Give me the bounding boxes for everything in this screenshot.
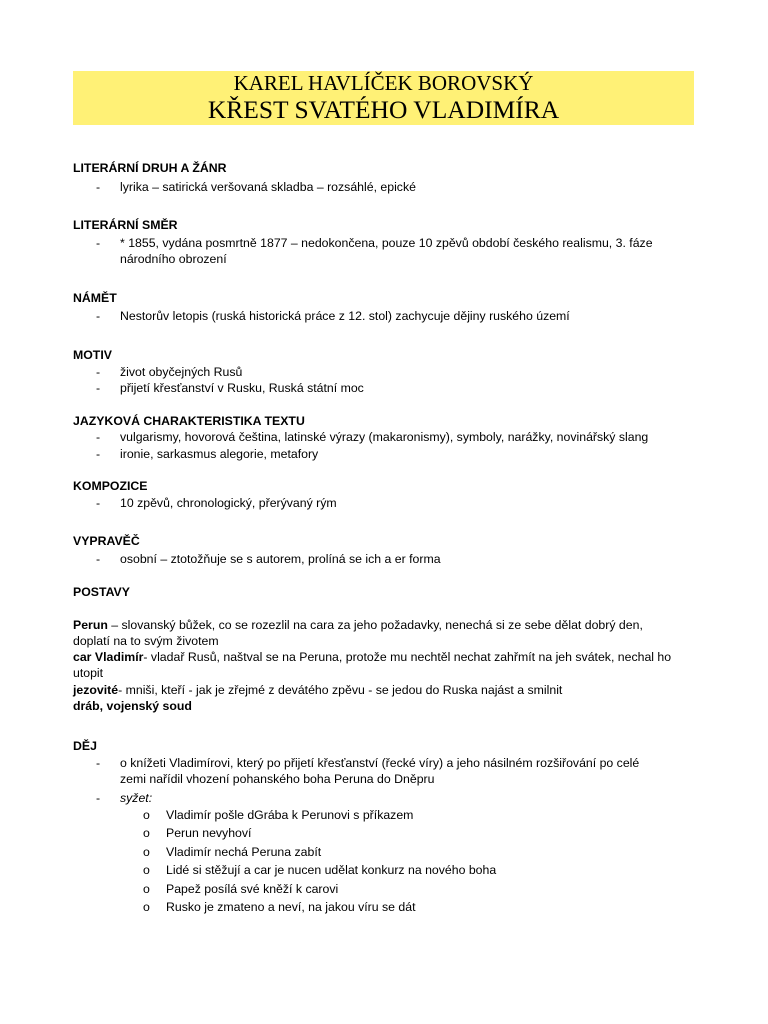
bullet-dash: - [96, 365, 101, 379]
bullet-dash: - [96, 496, 101, 510]
bullet-dash: - [96, 756, 101, 770]
list-item: Nestorův letopis (ruská historická práce z 12. stol) zachycuje dějiny ruského území [120, 309, 570, 323]
heading-motiv: MOTIV [73, 348, 112, 362]
character-perun [73, 617, 643, 633]
list-item-continuation: národního obrození [120, 252, 227, 266]
list-item: život obyčejných Rusů [120, 365, 243, 379]
character-name: jezovité [73, 683, 119, 697]
list-item-continuation: zemi nařídil vhození pohanského boha Peruna do Dněpru [120, 772, 435, 786]
heading-jazyk: JAZYKOVÁ CHARAKTERISTIKA TEXTU [73, 414, 305, 428]
sub-list-item: Vladimír nechá Peruna zabít [166, 845, 322, 859]
title-box [73, 71, 694, 125]
character-jezovite [73, 682, 562, 698]
character-desc-continuation: doplatí na to svým životem [73, 634, 219, 648]
heading-namet: NÁMĚT [73, 291, 117, 305]
sub-list-item: Lidé si stěžují a car je nucen udělat konkurz na nového boha [166, 863, 497, 877]
character-name: car Vladimír [73, 650, 144, 664]
bullet-dash: - [96, 309, 101, 323]
character-name: Perun [73, 618, 108, 632]
heading-vypravec: VYPRAVĚČ [73, 534, 140, 548]
character-desc: – slovanský bůžek, co se rozezlil na cara za jeho požadavky, nenechá si ze sebe dělat dobrý den, [107, 618, 643, 632]
character-car [73, 649, 671, 665]
character-desc: - vladař Rusů, naštval se na Peruna, protože mu nechtěl nechat zahřmít na jeh svátek, nechal ho [143, 650, 672, 664]
list-item: 10 zpěvů, chronologický, přerývaný rým [120, 496, 337, 510]
sub-list-item: Perun nevyhoví [166, 826, 252, 840]
heading-druh: LITERÁRNÍ DRUH A ŽÁNR [73, 161, 227, 175]
list-item: ironie, sarkasmus alegorie, metafory [120, 447, 319, 461]
bullet-dash: - [96, 447, 101, 461]
author-title: KAREL HAVLÍČEK BOROVSKÝ [233, 71, 534, 95]
bullet-dash: - [96, 381, 101, 395]
list-item: o knížeti Vladimírovi, který po přijetí křesťanství (řecké víry) a jeho násilném rozšiřování po celé [120, 756, 640, 770]
bullet-circle: o [143, 882, 150, 896]
list-item: přijetí křesťanství v Rusku, Ruská státní moc [120, 381, 364, 395]
bullet-dash: - [96, 180, 101, 194]
heading-postavy: POSTAVY [73, 585, 130, 599]
heading-dej: DĚJ [73, 739, 97, 753]
character-desc-continuation: utopit [73, 666, 104, 680]
character-drab: dráb, vojenský soud [73, 699, 192, 713]
work-title: KŘEST SVATÉHO VLADIMÍRA [207, 95, 560, 124]
bullet-circle: o [143, 826, 150, 840]
bullet-dash: - [96, 552, 101, 566]
list-item-syzet [120, 790, 152, 806]
heading-kompozice: KOMPOZICE [73, 479, 148, 493]
list-item: osobní – ztotožňuje se s autorem, prolíná se ich a er forma [120, 552, 441, 566]
heading-smer: LITERÁRNÍ SMĚR [73, 218, 178, 232]
bullet-circle: o [143, 845, 150, 859]
list-item: vulgarismy, hovorová čeština, latinské výrazy (makaronismy), symboly, narážky, novinářský slang [120, 430, 649, 444]
bullet-dash: - [96, 430, 101, 444]
bullet-dash: - [96, 791, 101, 805]
list-item: lyrika – satirická veršovaná skladba – rozsáhlé, epické [120, 180, 416, 194]
syzet-label: syžet: [120, 791, 153, 805]
list-item: * 1855, vydána posmrtně 1877 – nedokončena, pouze 10 zpěvů období českého realismu, 3. fáze [120, 236, 653, 250]
bullet-dash: - [96, 236, 101, 250]
sub-list-item: Vladimír pošle dGrába k Perunovi s příkazem [166, 808, 414, 822]
bullet-circle: o [143, 900, 150, 914]
character-desc: - mniši, kteří - jak je zřejmé z devátého zpěvu - se jedou do Ruska najást a smilnit [118, 683, 563, 697]
sub-list-item: Rusko je zmateno a neví, na jakou víru se dát [166, 900, 416, 914]
bullet-circle: o [143, 808, 150, 822]
sub-list-item: Papež posílá své kněží k carovi [166, 882, 339, 896]
bullet-circle: o [143, 863, 150, 877]
